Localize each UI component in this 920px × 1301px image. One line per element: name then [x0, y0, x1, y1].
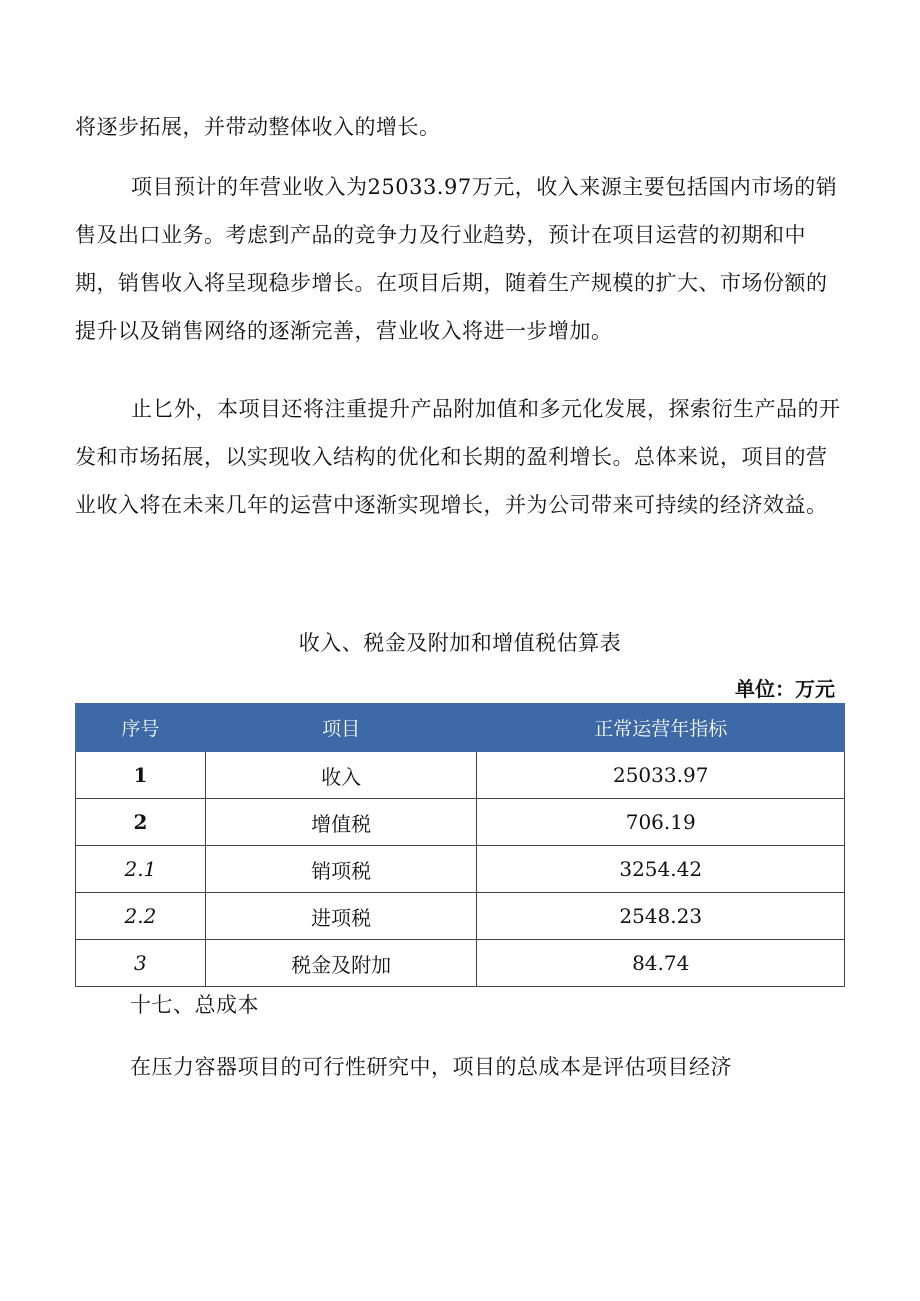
row-item: 收入	[205, 752, 477, 799]
section-heading: 十七、总成本	[130, 993, 259, 1017]
row-value: 706.19	[477, 799, 845, 846]
table-unit: 单位：万元	[735, 677, 835, 701]
row-index: 2.1	[76, 846, 206, 893]
paragraph-revenue: 项目预计的年营业收入为25033.97万元，收入来源主要包括国内市场的销售及出口业务。考虑到产品的竞争力及行业趋势，预计在项目运营的初期和中期，销售收入将呈现稳步增长。在项目后期，随着生产规模的扩大、市场份额的提升以及销售网络的逐渐完善，营业收入将进一步增加。	[75, 175, 838, 343]
table-header-row	[76, 704, 845, 752]
table-row	[76, 940, 845, 987]
header-value: 正常运营年指标	[477, 704, 845, 752]
table-title: 收入、税金及附加和增值税估算表	[298, 631, 622, 655]
paragraph-total-cost: 在压力容器项目的可行性研究中，项目的总成本是评估项目经济	[130, 1055, 732, 1079]
row-index: 2.2	[76, 893, 206, 940]
header-item: 项目	[205, 704, 477, 752]
row-value: 25033.97	[477, 752, 845, 799]
table-row	[76, 893, 845, 940]
table-row	[76, 752, 845, 799]
paragraph-continuation: 将逐步拓展，并带动整体收入的增长。	[75, 115, 441, 139]
row-value: 84.74	[477, 940, 845, 987]
row-index: 3	[76, 940, 206, 987]
table-row	[76, 846, 845, 893]
header-index: 序号	[76, 704, 206, 752]
paragraph-additional: 止匕外，本项目还将注重提升产品附加值和多元化发展，探索衍生产品的开发和市场拓展，以实现收入结构的优化和长期的盈利增长。总体来说，项目的营业收入将在未来几年的运营中逐渐实现增长，并为公司带来可持续的经济效益。	[75, 397, 841, 517]
row-value: 3254.42	[477, 846, 845, 893]
row-item: 增值税	[205, 799, 477, 846]
estimate-table	[75, 703, 845, 987]
row-item: 销项税	[205, 846, 477, 893]
row-index: 1	[76, 752, 206, 799]
row-item: 税金及附加	[205, 940, 477, 987]
row-index: 2	[76, 799, 206, 846]
row-value: 2548.23	[477, 893, 845, 940]
row-item: 进项税	[205, 893, 477, 940]
table-row	[76, 799, 845, 846]
